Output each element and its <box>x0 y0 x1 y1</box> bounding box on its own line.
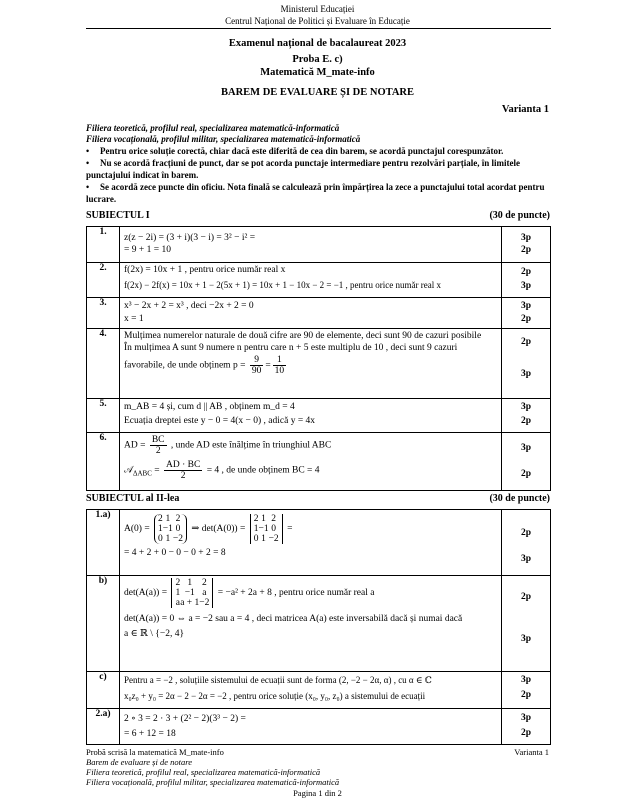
matrix-cell: 2 <box>201 578 207 588</box>
item-number: 1. <box>87 227 120 263</box>
points-value: 2p <box>520 245 532 255</box>
item-number: 2.a) <box>87 709 120 745</box>
header-ministry: Ministerul Educației <box>280 4 355 14</box>
table-row <box>87 433 551 491</box>
matrix-body <box>175 578 209 608</box>
item-solution <box>120 672 502 709</box>
matrix-cell: 1 <box>175 588 181 598</box>
solution-line <box>124 435 497 456</box>
subiect-2-heading <box>86 493 550 504</box>
bullet: • <box>86 146 90 156</box>
matrix-cell: 0 <box>175 524 181 534</box>
item-points <box>502 576 551 672</box>
points-value: 3p <box>520 233 532 243</box>
points-value: 3p <box>520 402 532 412</box>
item-points <box>502 672 551 709</box>
table-row <box>87 672 551 709</box>
solution-text: ⇒ det(A(0)) = <box>189 524 248 535</box>
table-row <box>87 399 551 433</box>
solution-line: x₀z₀ + y₀ = 2α − 2 − 2α = −2 , pentru orice soluție (x₀, y₀, z₀) a sistemului de ecuații <box>124 691 426 701</box>
item-points <box>502 263 551 298</box>
item-number: 4. <box>87 329 120 399</box>
matrix-cell: 1 <box>261 534 266 544</box>
points-value: 2p <box>520 267 532 277</box>
item-number: 3. <box>87 298 120 329</box>
instruction-3-text: Se acordă zece puncte din oficiu. Nota finală se calculează prin împărțirea la zece a punctajului total acordat pentru lucrare. <box>86 182 545 204</box>
solution-text: = 4 , de unde obținem BC = 4 <box>204 465 320 476</box>
denominator: 90 <box>251 366 262 376</box>
denominator: 2 <box>180 471 186 481</box>
solution-text: = <box>151 465 163 476</box>
area-symbol: 𝒜 <box>124 465 133 476</box>
solution-text: A(0) = <box>124 524 153 535</box>
solution-line: x³ − 2x + 2 = x³ , deci −2x + 2 = 0 <box>124 301 254 311</box>
solution-line <box>124 514 497 544</box>
solution-line <box>124 355 497 376</box>
instruction-2-text: Nu se acordă fracțiuni de punct, dar se pot acorda punctaje intermediare pentru rezolvări parțiale, în limitele punctajului indicat în barem. <box>86 158 520 180</box>
matrix <box>154 514 187 544</box>
page-number: Pagina 1 din 2 <box>293 788 342 798</box>
header-center: Centrul Național de Politici și Evaluare în Educație <box>225 16 410 26</box>
matrix-cell: 1 <box>261 514 266 524</box>
table-row <box>87 510 551 576</box>
points-value: 2p <box>520 690 532 700</box>
solution-line: = 4 + 2 + 0 − 0 − 0 + 2 = 8 <box>124 548 226 558</box>
matrix-cell: −1 <box>258 524 269 534</box>
item-number: 2. <box>87 263 120 298</box>
varianta-label: Varianta 1 <box>501 104 549 115</box>
solution-line: 2 ∘ 3 = 2 · 3 + (2² − 2)(3³ − 2) = <box>124 714 246 724</box>
subiect-2-title: SUBIECTUL al II-lea <box>86 493 180 504</box>
item-solution <box>120 329 502 399</box>
item-points <box>502 709 551 745</box>
item-solution <box>120 433 502 491</box>
points-value: 2p <box>520 592 532 602</box>
instruction-2 <box>86 157 552 181</box>
solution-line: det(A(a)) = 0 ⇔ a = −2 sau a = 4 , deci matricea A(a) este inversabilă dacă și numai dacă <box>124 614 463 624</box>
item-solution <box>120 298 502 329</box>
matrix-cell: a + 1 <box>180 598 200 608</box>
footer-varianta: Varianta 1 <box>514 747 549 757</box>
solution-text: favorabile, de unde obținem p = <box>124 360 248 371</box>
matrix-cell: 2 <box>253 514 259 524</box>
matrix-row <box>254 514 279 524</box>
matrix-cell: 1 <box>253 524 259 534</box>
matrix-row <box>158 524 183 534</box>
table-row <box>87 298 551 329</box>
solution-text: , unde AD este înălțime în triunghiul ABC <box>168 440 332 451</box>
item-points <box>502 298 551 329</box>
solution-line: Mulțimea numerelor naturale de două cifre are 90 de elemente, deci sunt 90 de cazuri posibile <box>124 331 482 341</box>
instruction-1-text: Pentru orice soluție corectă, chiar dacă este diferită de cea din barem, se acordă punctajul corespunzător. <box>100 146 504 156</box>
matrix-cell: 1 <box>158 524 163 534</box>
matrix-row <box>175 578 209 588</box>
matrix-cell: 1 <box>165 534 171 544</box>
matrix-row <box>175 598 209 608</box>
table-row <box>87 709 551 745</box>
numerator: BC <box>151 435 165 445</box>
matrix-cell: 1 <box>165 514 171 524</box>
points-value: 3p <box>520 301 532 311</box>
solution-line: f(2x) − 2f(x) = 10x + 1 − 2(5x + 1) = 10x + 1 − 10x − 2 = −1 , pentru orice număr real x <box>124 280 442 290</box>
matrix-cell: −1 <box>162 524 173 534</box>
subiect-1-table <box>86 226 551 491</box>
solution-line: = 9 + 1 = 10 <box>124 245 171 255</box>
footer-line-2: Barem de evaluare și de notare <box>86 757 192 767</box>
filiera-line-1: Filiera teoretică, profilul real, specializarea matematică-informatică <box>86 123 340 133</box>
item-solution <box>120 227 502 263</box>
bullet: • <box>86 182 90 192</box>
points-value: 2p <box>520 528 532 538</box>
matrix-row <box>254 534 279 544</box>
points-value: 3p <box>520 554 532 564</box>
solution-line <box>124 578 497 608</box>
item-solution <box>120 399 502 433</box>
solution-line: m_AB = 4 și, cum d || AB , obținem m_d = 4 <box>124 402 295 412</box>
item-points <box>502 510 551 576</box>
item-points <box>502 227 551 263</box>
subiect-2-points: (30 de puncte) <box>489 493 550 504</box>
matrix-row <box>158 514 183 524</box>
points-value: 2p <box>520 337 532 347</box>
subiect-2-table <box>86 509 551 745</box>
solution-line: a ∈ ℝ \ {−2, 4} <box>124 629 185 639</box>
points-value: 2p <box>520 416 532 426</box>
matrix-cell: 2 <box>158 514 163 524</box>
item-number: 1.a) <box>87 510 120 576</box>
item-number: 5. <box>87 399 120 433</box>
item-number: c) <box>87 672 120 709</box>
filiera-line-2: Filiera vocațională, profilul militar, specializarea matematică-informatică <box>86 134 361 144</box>
solution-line: În mulțimea A sunt 9 numere n pentru care n + 5 este multiplu de 10 , deci sunt 9 cazuri <box>124 343 458 353</box>
matrix-cell: a <box>202 588 207 598</box>
matrix-row <box>254 524 279 534</box>
subiect-1-heading <box>86 210 550 221</box>
matrix-cell: 1 <box>187 578 193 588</box>
fraction <box>150 435 167 456</box>
table-row <box>87 263 551 298</box>
solution-text: = −a² + 2a + 8 , pentru orice număr real a <box>215 588 375 599</box>
solution-line: = 6 + 12 = 18 <box>124 729 176 739</box>
subject-title: Matematică M_mate-info <box>260 67 375 78</box>
matrix-cell: 0 <box>158 534 163 544</box>
exam-title: Examenul național de bacalaureat 2023 <box>228 38 407 49</box>
matrix-cell: −2 <box>199 598 210 608</box>
denominator: 2 <box>155 446 161 456</box>
determinant <box>171 578 213 608</box>
solution-text: = <box>284 524 293 535</box>
subiect-1-title: SUBIECTUL I <box>86 210 150 221</box>
footer-line-4: Filiera vocațională, profilul militar, specializarea matematică-informatică <box>86 777 340 787</box>
solution-line: x = 1 <box>124 314 144 324</box>
matrix-cell: −2 <box>172 534 184 544</box>
points-value: 3p <box>520 713 532 723</box>
instruction-1 <box>86 145 552 157</box>
item-solution <box>120 263 502 298</box>
table-row <box>87 576 551 672</box>
numerator: 1 <box>273 355 287 366</box>
item-points <box>502 433 551 491</box>
matrix-cell: −2 <box>268 534 279 544</box>
footer-rule <box>86 744 551 745</box>
points-value: 2p <box>520 314 532 324</box>
points-value: 3p <box>520 634 532 644</box>
item-number: 6. <box>87 433 120 491</box>
solution-text: det(A(a)) = <box>124 588 170 599</box>
matrix-row <box>158 534 183 544</box>
matrix-body <box>158 514 183 544</box>
area-subscript: ΔABC <box>133 469 152 478</box>
instruction-3 <box>86 181 552 205</box>
header-rule <box>86 28 551 29</box>
solution-line: Ecuația dreptei este y − 0 = 4(x − 0) , adică y = 4x <box>124 416 316 426</box>
matrix-cell: 2 <box>175 578 181 588</box>
matrix-cell: 0 <box>271 524 276 534</box>
matrix-cell: a <box>175 598 180 608</box>
numerator: AD · BC <box>166 460 201 470</box>
item-solution <box>120 510 502 576</box>
fraction <box>250 355 264 376</box>
matrix-body <box>254 514 279 544</box>
fraction <box>273 355 287 376</box>
item-points <box>502 399 551 433</box>
equals-sign: = <box>265 360 271 371</box>
item-solution <box>120 576 502 672</box>
item-number: b) <box>87 576 120 672</box>
item-points <box>502 329 551 399</box>
points-value: 2p <box>520 728 532 738</box>
matrix-cell: 2 <box>175 514 181 524</box>
bullet: • <box>86 158 90 168</box>
proba-title: Proba E. c) <box>292 54 343 65</box>
footer-line-1: Probă scrisă la matematică M_mate-info <box>86 747 224 757</box>
table-row <box>87 227 551 263</box>
solution-line <box>124 460 497 481</box>
matrix-cell: 2 <box>271 514 276 524</box>
solution-text: AD = <box>124 440 148 451</box>
fraction <box>164 460 202 481</box>
solution-line: Pentru a = −2 , soluțiile sistemului de ecuații sunt de forma (2, −2 − 2α, α) , cu α ∈ ℂ <box>124 675 432 685</box>
matrix-cell: −1 <box>184 588 195 598</box>
denominator: 10 <box>274 366 285 376</box>
points-value: 3p <box>520 443 532 453</box>
points-value: 3p <box>520 369 532 379</box>
numerator: 9 <box>250 355 264 366</box>
table-row <box>87 329 551 399</box>
subiect-1-points: (30 de puncte) <box>489 210 550 221</box>
points-value: 3p <box>520 675 532 685</box>
points-value: 3p <box>520 281 532 291</box>
footer-line-3: Filiera teoretică, profilul real, specializarea matematică-informatică <box>86 767 321 777</box>
solution-line: f(2x) = 10x + 1 , pentru orice număr real x <box>124 265 286 275</box>
solution-line: z(z − 2i) = (3 + i)(3 − i) = 3² − i² = <box>124 233 256 243</box>
points-value: 2p <box>520 469 532 479</box>
matrix-row <box>175 588 209 598</box>
determinant <box>250 514 283 544</box>
matrix-cell: 0 <box>253 534 259 544</box>
barem-title: BAREM DE EVALUARE ȘI DE NOTARE <box>220 87 415 98</box>
item-solution <box>120 709 502 745</box>
